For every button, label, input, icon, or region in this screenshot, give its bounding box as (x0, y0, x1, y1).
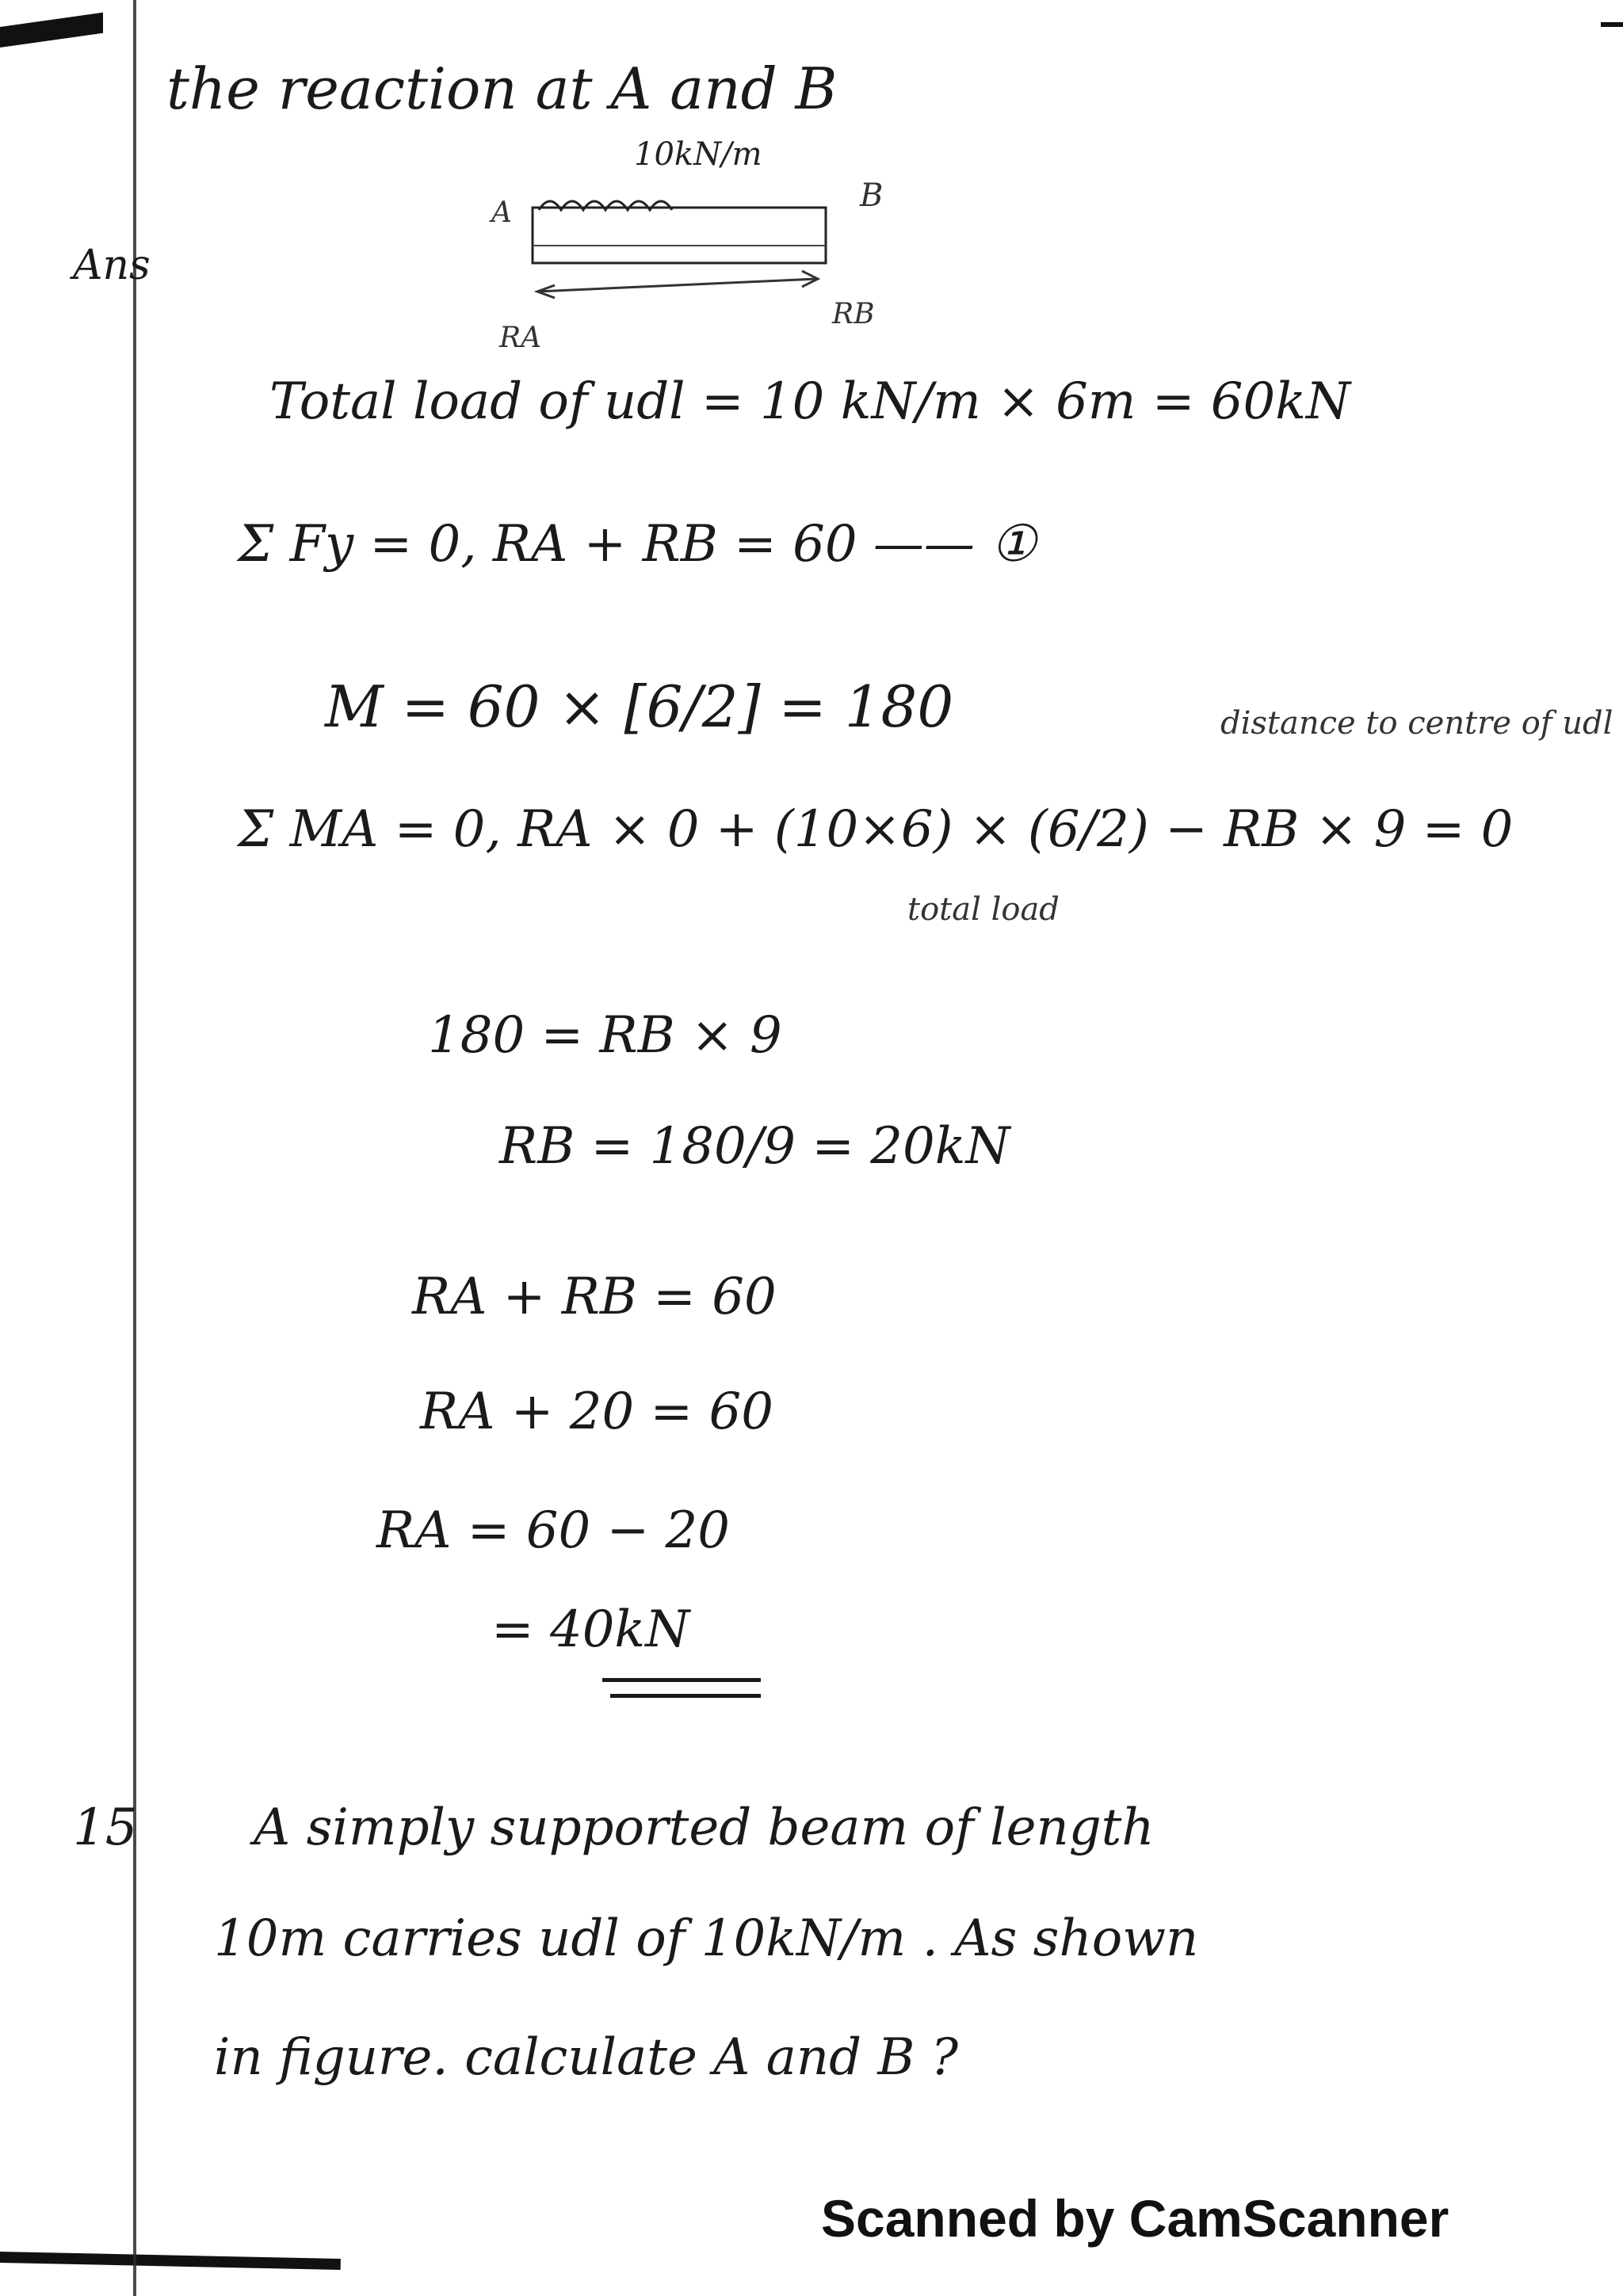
equation-ra: RA = 60 − 20 (376, 1501, 730, 1560)
question-line-3: in figure. calculate A and B ? (214, 2028, 959, 2087)
span-arrow-line (537, 279, 816, 292)
question-line-2: 10m carries udl of 10kN/m . As shown (214, 1909, 1199, 1968)
equation-sum: RA + RB = 60 (412, 1268, 777, 1326)
scan-shadow-top-left (0, 13, 103, 48)
scan-shadow-bottom-left (0, 2252, 341, 2270)
total-load-line: Total load of udl = 10 kN/m × 6m = 60kN (269, 372, 1350, 431)
note-total-load: total load (907, 891, 1060, 928)
equation-substitute: RA + 20 = 60 (420, 1383, 773, 1441)
diagram-load-label: 10kN/m (634, 136, 762, 173)
ans-label: Ans (73, 242, 151, 289)
diagram-label-ra: RA (499, 322, 542, 349)
diagram-label-rb: RB (832, 298, 875, 330)
scan-shadow-top-right (1601, 22, 1623, 27)
note-distance-centre: distance to centre of udl (1220, 705, 1613, 742)
result-underline-1 (602, 1678, 761, 1682)
moment-line: M = 60 × [6/2] = 180 (325, 673, 954, 740)
margin-line (133, 0, 136, 2296)
equation-result: = 40kN (491, 1600, 690, 1659)
diagram-label-a: A (491, 196, 512, 229)
camscanner-watermark: Scanned by CamScanner (821, 2189, 1449, 2248)
beam-diagram (444, 135, 888, 349)
result-underline-2 (610, 1694, 761, 1698)
equation-180: 180 = RB × 9 (428, 1006, 782, 1065)
equilibrium-fy-line: Σ Fy = 0, RA + RB = 60 —— ① (238, 515, 1037, 574)
title-line: the reaction at A and B (166, 55, 838, 122)
question-number: 15 (73, 1798, 138, 1857)
equation-rb: RB = 180/9 = 20kN (499, 1117, 1010, 1176)
question-line-1: A simply supported beam of length (254, 1798, 1155, 1857)
beam-rect (533, 208, 826, 263)
diagram-label-b: B (860, 177, 884, 214)
equilibrium-ma-line: Σ MA = 0, RA × 0 + (10×6) × (6/2) − RB × 9 = 0 (238, 800, 1514, 859)
